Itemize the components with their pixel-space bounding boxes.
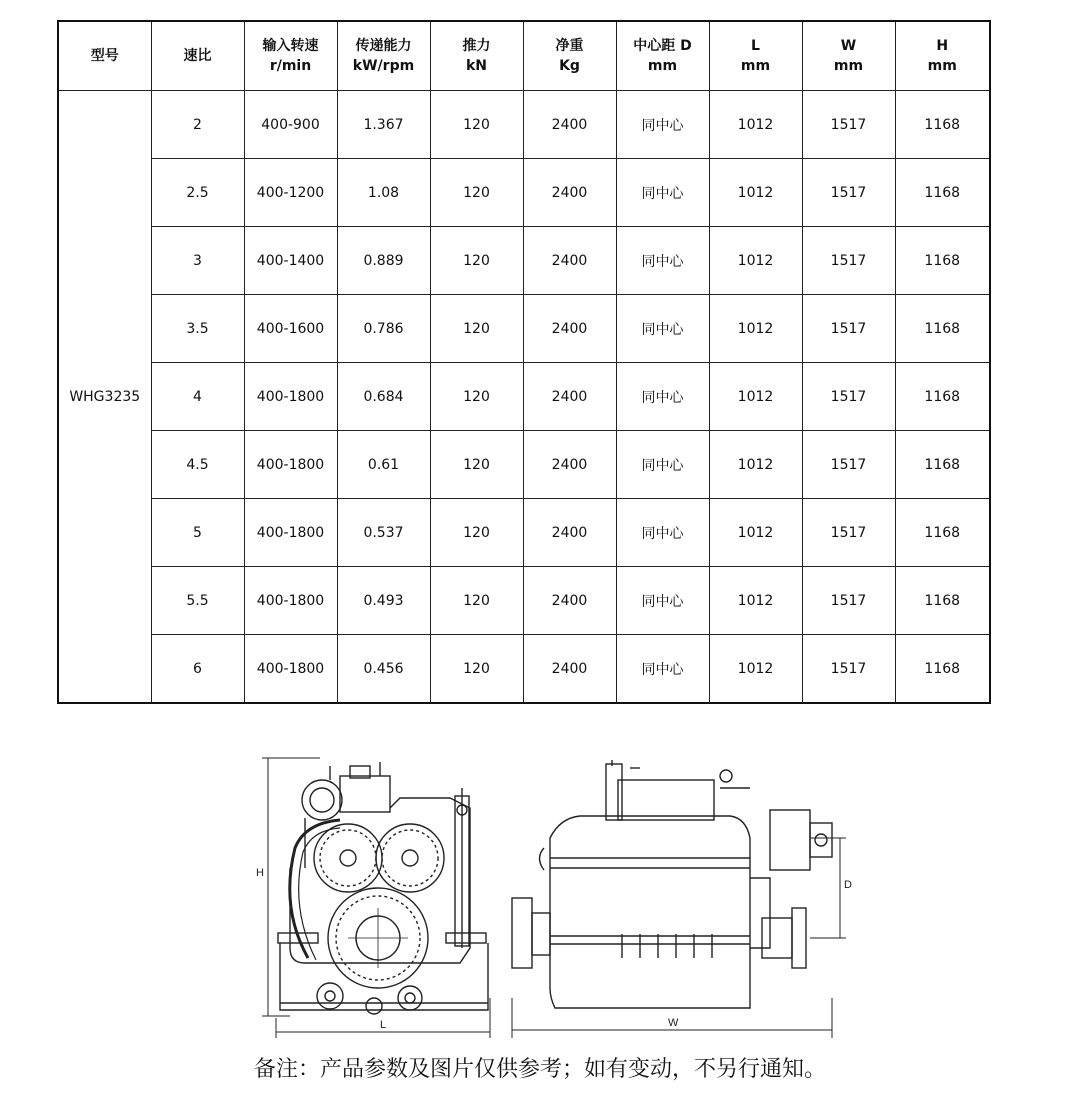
table-cell: 120 — [430, 295, 523, 363]
dimension-w-label: W — [668, 1017, 679, 1029]
column-header-line: kN — [465, 58, 488, 74]
table-cell: 1012 — [709, 227, 802, 295]
column-header — [430, 21, 523, 91]
column-header — [523, 21, 616, 91]
table-cell: 同中心 — [616, 635, 709, 704]
table-cell: 1012 — [709, 159, 802, 227]
table-cell: 120 — [430, 363, 523, 431]
column-header — [895, 21, 990, 91]
column-header-line: L — [751, 38, 760, 54]
table-cell: 1517 — [802, 227, 895, 295]
table-cell: 1168 — [895, 227, 990, 295]
dimension-d-label: D — [844, 879, 852, 891]
table-cell: 1168 — [895, 635, 990, 704]
column-header-line: W — [840, 38, 857, 54]
table-row — [58, 227, 990, 295]
table-cell: 2 — [151, 91, 244, 159]
table-cell: 1517 — [802, 431, 895, 499]
header-row — [58, 21, 990, 91]
table-cell: 6 — [151, 635, 244, 704]
table-cell: 1012 — [709, 363, 802, 431]
column-header — [151, 21, 244, 91]
table-cell: 0.61 — [337, 431, 430, 499]
table-cell: 400-900 — [244, 91, 337, 159]
table-cell: 同中心 — [616, 363, 709, 431]
column-header-line: r/min — [269, 58, 312, 74]
column-header-line: 传递能力 — [355, 38, 412, 54]
column-header — [709, 21, 802, 91]
column-header-line: mm — [740, 58, 771, 74]
column-header-line: 输入转速 — [262, 38, 319, 54]
table-cell: 3.5 — [151, 295, 244, 363]
table-cell: 1168 — [895, 431, 990, 499]
column-header-line: mm — [833, 58, 864, 74]
column-header-line: H — [936, 38, 949, 54]
table-row — [58, 91, 990, 159]
table-cell: 400-1800 — [244, 567, 337, 635]
table-cell: 1517 — [802, 635, 895, 704]
gearbox-drawings — [250, 748, 860, 1043]
table-cell: 2400 — [523, 227, 616, 295]
column-header-line: 净重 — [555, 38, 584, 54]
table-cell: 同中心 — [616, 91, 709, 159]
column-header-line: Kg — [559, 58, 580, 74]
table-cell: 2400 — [523, 635, 616, 704]
table-cell: 1012 — [709, 499, 802, 567]
table-cell: 0.684 — [337, 363, 430, 431]
dimension-h-label: H — [256, 867, 264, 879]
table-cell: 120 — [430, 635, 523, 704]
table-cell: 400-1800 — [244, 363, 337, 431]
table-cell: 2400 — [523, 567, 616, 635]
table-cell: 400-1200 — [244, 159, 337, 227]
table-cell: 1012 — [709, 295, 802, 363]
dimension-l-label: L — [380, 1019, 387, 1031]
table-cell: 400-1400 — [244, 227, 337, 295]
table-cell: 120 — [430, 227, 523, 295]
table-cell: 1012 — [709, 567, 802, 635]
table-cell: 1.367 — [337, 91, 430, 159]
table-cell: 3 — [151, 227, 244, 295]
table-cell: 1517 — [802, 567, 895, 635]
table-cell: 2.5 — [151, 159, 244, 227]
table-cell: 1517 — [802, 499, 895, 567]
table-cell: 同中心 — [616, 431, 709, 499]
column-header-line: kW/rpm — [352, 58, 415, 74]
table-cell: 1517 — [802, 159, 895, 227]
table-cell: 400-1600 — [244, 295, 337, 363]
table-cell: 1517 — [802, 91, 895, 159]
model-cell: WHG3235 — [58, 91, 151, 704]
table-cell: 2400 — [523, 159, 616, 227]
table-cell: 1168 — [895, 567, 990, 635]
spec-table — [57, 20, 991, 704]
table-cell: 120 — [430, 499, 523, 567]
table-cell: 400-1800 — [244, 635, 337, 704]
column-header-line: 速比 — [183, 48, 212, 64]
table-cell: 1012 — [709, 635, 802, 704]
table-cell: 120 — [430, 91, 523, 159]
table-cell: 1168 — [895, 91, 990, 159]
table-cell: 4.5 — [151, 431, 244, 499]
column-header — [244, 21, 337, 91]
table-cell: 0.537 — [337, 499, 430, 567]
column-header-line: mm — [647, 58, 678, 74]
table-row — [58, 295, 990, 363]
disclaimer-note: 备注：产品参数及图片仅供参考；如有变动，不另行通知。 — [253, 1057, 826, 1082]
table-cell: 5 — [151, 499, 244, 567]
column-header-line: 中心距 D — [633, 38, 692, 54]
table-cell: 120 — [430, 159, 523, 227]
table-cell: 同中心 — [616, 499, 709, 567]
table-row — [58, 159, 990, 227]
table-cell: 1012 — [709, 91, 802, 159]
table-cell: 4 — [151, 363, 244, 431]
table-cell: 0.456 — [337, 635, 430, 704]
column-header — [58, 21, 151, 91]
table-row — [58, 499, 990, 567]
table-cell: 400-1800 — [244, 431, 337, 499]
table-cell: 同中心 — [616, 227, 709, 295]
table-cell: 1517 — [802, 295, 895, 363]
column-header-line: mm — [927, 58, 957, 74]
table-cell: 1168 — [895, 363, 990, 431]
table-cell: 1168 — [895, 159, 990, 227]
table-cell: 同中心 — [616, 159, 709, 227]
table-row — [58, 635, 990, 704]
table-cell: 5.5 — [151, 567, 244, 635]
table-row — [58, 431, 990, 499]
column-header-line: 型号 — [90, 48, 119, 64]
table-cell: 120 — [430, 567, 523, 635]
table-row — [58, 567, 990, 635]
column-header — [337, 21, 430, 91]
table-cell: 2400 — [523, 295, 616, 363]
column-header — [616, 21, 709, 91]
table-cell: 1012 — [709, 431, 802, 499]
table-cell: 120 — [430, 431, 523, 499]
table-cell: 0.493 — [337, 567, 430, 635]
table-cell: 2400 — [523, 431, 616, 499]
side-view-drawing — [262, 758, 490, 1038]
column-header-line: 推力 — [462, 38, 491, 54]
table-cell: 1168 — [895, 295, 990, 363]
table-row — [58, 363, 990, 431]
table-cell: 1.08 — [337, 159, 430, 227]
table-cell: 0.889 — [337, 227, 430, 295]
front-view-drawing — [512, 760, 846, 1038]
table-cell: 同中心 — [616, 295, 709, 363]
table-cell: 1168 — [895, 499, 990, 567]
column-header — [802, 21, 895, 91]
table-cell: 2400 — [523, 91, 616, 159]
table-cell: 2400 — [523, 499, 616, 567]
table-cell: 同中心 — [616, 567, 709, 635]
table-cell: 0.786 — [337, 295, 430, 363]
table-cell: 2400 — [523, 363, 616, 431]
table-body — [58, 91, 990, 704]
table-cell: 400-1800 — [244, 499, 337, 567]
table-cell: 1517 — [802, 363, 895, 431]
